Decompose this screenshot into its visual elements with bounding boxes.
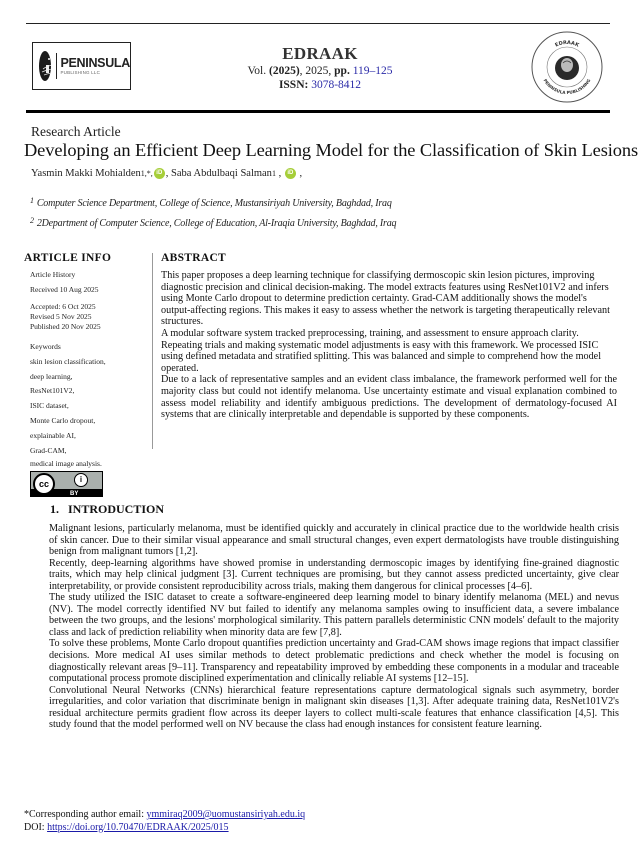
abstract-paragraph: A modular software system tracked preprocessing, training, and assessment to ensure approach clarity. Repeating trials and making systematic model adjustments is easy with this framework. We processed ISIC using defined metadata and stratified splitting. This was balanced and simple to comprehend how the model operated.	[161, 327, 602, 374]
volume-year: (2025)	[268, 65, 300, 77]
author-name: Yasmin Makki Mohialden	[31, 168, 141, 179]
abstract-paragraph: This paper proposes a deep learning technique for classifying dermoscopic skin lesion pictures, improving diagnostic precision and clinical decision-making. The model extracts features using ResNet101V2 and infers using Monte Carlo dropout to determine prediction certainty. Grad-CAM additionally shows the model's output-affecting regions. This makes it easy to assess whether the network is targeting therapeutically relevant structures.	[161, 270, 610, 328]
landscape-globe-icon	[39, 51, 51, 81]
body-paragraph: To solve these problems, Monte Carlo dropout quantifies prediction uncertainty and Grad-CAM shows image regions that impact classifier decisions. More medical AI uses similar methods to detect problematic predictions and check whether the model is focusing on diagnostically relevant areas [9–11]. Transparency and repeatability improved by embedding these components in a modular and traceable computational process promote disciplined experimentation and clinically reliable AI systems [12–15].	[49, 638, 619, 685]
revised-date: Revised 5 Nov 2025	[30, 312, 92, 321]
keyword: ResNet101V2,	[30, 386, 75, 396]
license-by-label: BY	[70, 491, 79, 498]
doi-link[interactable]: https://doi.org/10.70470/EDRAAK/2025/015	[47, 821, 229, 833]
header-top-rule	[26, 23, 610, 24]
seal-top-text: EDRAAK	[554, 39, 580, 49]
introduction-heading: 1. INTRODUCTION	[50, 502, 165, 516]
affiliation-number: 2	[30, 216, 34, 225]
publisher-logo	[32, 42, 131, 90]
article-info-panel	[24, 252, 144, 497]
keyword: explainable AI,	[30, 430, 76, 440]
body-paragraph: The study utilized the ISIC dataset to create a software-engineered deep learning model to binary identify melanoma (MEL) and nevus (NV). The model correctly identified NV but failed to identify any melanoma samples owing to insufficient data, a severe imbalance between the two groups, and the lesions' morphological similarity. This pattern parallels deterministic CNN models' default to the majority class and lack of prediction reliability when minority data are few [7,8].	[49, 592, 619, 638]
keyword: ISIC dataset,	[30, 401, 69, 411]
keyword: Grad-CAM,	[30, 445, 67, 455]
volume-prefix: Vol.	[247, 65, 267, 77]
article-title: Developing an Efficient Deep Learning Model for the Classification of Skin Lesions	[24, 140, 639, 160]
issn-label: ISSN:	[278, 79, 309, 91]
year: , 2025,	[299, 65, 335, 77]
email-label: *Corresponding author email:	[24, 809, 147, 820]
keyword: deep learning,	[30, 371, 73, 381]
svg-text:EDRAAK	[554, 40, 581, 49]
orcid-icon[interactable]: iD	[285, 168, 296, 179]
column-divider	[152, 253, 153, 449]
attribution-person-icon: i	[74, 473, 88, 487]
seal-bottom-text: PENINSULA PUBLISHING	[542, 77, 592, 96]
keyword: skin lesion classification,	[30, 356, 106, 366]
author-affiliation-marker: 1	[271, 169, 276, 178]
journal-seal-logo	[530, 30, 604, 104]
journal-masthead	[220, 44, 420, 92]
publisher-name: PENINSULA	[60, 56, 130, 70]
header-bottom-rule	[26, 110, 610, 113]
accepted-date: Accepted: 6 Oct 2025	[30, 302, 96, 311]
creative-commons-icon: cc	[33, 473, 55, 495]
issn-line	[220, 78, 420, 92]
doi-label: DOI:	[24, 821, 48, 833]
keyword: medical image analysis.	[30, 459, 102, 469]
affiliation-text: 2Department of Computer Science, College of Education, Al-Iraqia University, Baghdad, Iraq	[36, 218, 397, 229]
abstract-heading: ABSTRACT	[161, 252, 227, 264]
history-label: Article History	[30, 270, 76, 279]
article-type: Research Article	[31, 124, 121, 139]
keywords-label: Keywords	[30, 342, 61, 351]
abstract-paragraph: Due to a lack of representative samples and an evident class imbalance, the framework performed well for the majority class but could not identify melanoma. Use uncertainty estimate and visual explanation combined to assess model reliability and identify ambiguous predictions. The development of dermatology-focused AI systems that are clinically interpretable and dependable is supported by these components.	[161, 374, 617, 421]
issn-value: 3078-8412	[311, 79, 362, 91]
author-list: Yasmin Makki Mohialden 1,*, iD , Saba Abdulbaqi Salman 1 , iD ,	[31, 168, 303, 179]
cc-by-license-badge[interactable]	[30, 471, 103, 497]
svg-text:PENINSULA PUBLISHING	[542, 77, 591, 95]
author-affiliation-marker: 1,*,	[140, 169, 153, 178]
affiliation-text: Computer Science Department, College of Science, Mustansiriyah University, Baghdad, Iraq	[36, 198, 392, 209]
keyword: Monte Carlo dropout,	[30, 415, 96, 425]
publisher-subtitle: PUBLISHING LLC	[60, 70, 101, 75]
volume-line	[220, 64, 420, 78]
affiliation-number: 1	[30, 196, 34, 205]
article-info-heading: ARTICLE INFO	[24, 252, 112, 264]
body-paragraph: Malignant lesions, particularly melanoma, must be identified quickly and accurately in clinical practice due to the worldwide health crisis of skin cancer. Due to their similar visual appearance and small structural changes, even expert dermatologists have trouble distinguishing benign from malignant tumors [1,2].	[49, 523, 619, 558]
orcid-icon[interactable]: iD	[154, 168, 165, 179]
affiliation-2	[30, 216, 396, 229]
pages-label: pp.	[334, 65, 350, 77]
journal-name: EDRAAK	[282, 44, 358, 63]
page-footer	[24, 809, 305, 834]
body-paragraph: Convolutional Neural Networks (CNNs) hierarchical feature representations capture dermatological signals such asymmetry, border irregularities, and color variation that discriminate benign in malignant skin diseases [1,3]. After adequate training data, ResNet101V2's residual architecture permits gradient flow across its deeper layers to collect multi-scale features that enhance classification [4,5]. This study found that the model performed well on NV because the class had enough instances for consistent feature learning.	[49, 684, 619, 731]
body-paragraph: Recently, deep-learning algorithms have showed promise in understanding dermoscopic images by identifying fine-grained diagnostic traits, which may help clinical judgment [3]. Current techniques are promising, but they cannot assess predicted uncertainty, give clear interpretability, or provide consistent reproducibility across trials, making them dangerous for clinical processes [4–6].	[49, 557, 619, 592]
author-name: Saba Abdulbaqi Salman	[171, 168, 272, 179]
corresponding-email-link[interactable]: ymmiraq2009@uomustansiriyah.edu.iq	[146, 809, 306, 820]
page-range: 119–125	[352, 65, 393, 77]
affiliation-1	[30, 196, 392, 209]
abstract-section	[161, 252, 617, 421]
received-date: Received 10 Aug 2025	[30, 285, 99, 294]
published-date: Published 20 Nov 2025	[30, 322, 101, 331]
introduction-body	[49, 523, 619, 731]
